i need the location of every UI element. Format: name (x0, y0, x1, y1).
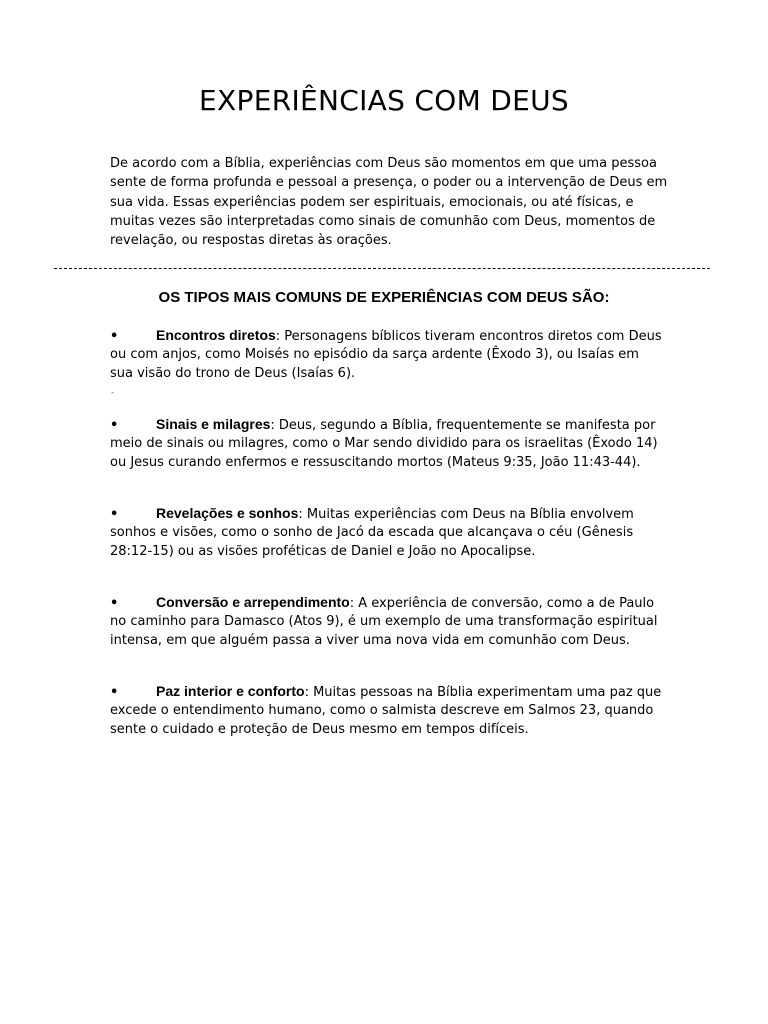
page-title: EXPERIÊNCIAS COM DEUS (199, 84, 569, 117)
item-text: : Deus, segundo a Bíblia, frequentemente se manifesta por meio de sinais ou milagres, como o Mar sendo dividido para os israelitas (Êxodo 14) ou Jesus curando enfermos e ressuscitando mortos (Mateus 9:35, João 11:43-44). (110, 418, 658, 470)
item-term: Revelações e sonhos (156, 505, 299, 521)
list-item-sinais-milagres (110, 415, 662, 472)
intro-paragraph: De acordo com a Bíblia, experiências com Deus são momentos em que uma pessoa sente de forma profunda e pessoal a presença, o poder ou a intervenção de Deus em sua vida. Essas experiências podem ser espirituais, emocionais, ou até físicas, e muitas vezes são interpretadas como sinais de comunhão com Deus, momentos de revelação, ou respostas diretas às orações. (110, 156, 668, 249)
dashed-divider (54, 268, 710, 269)
bullet-icon: • (110, 418, 119, 433)
bullet-icon: • (110, 685, 119, 700)
section-heading: OS TIPOS MAIS COMUNS DE EXPERIÊNCIAS COM DEUS SÃO: (158, 289, 610, 306)
list-item-conversao-arrependimento (110, 593, 662, 650)
item-term: Conversão e arrependimento (156, 594, 350, 610)
item-text: : A experiência de conversão, como a de Paulo no caminho para Damasco (Atos 9), é um exemplo de uma transformação espiritual intensa, em que alguém passa a viver uma nova vida em comunhão com Deus. (110, 596, 658, 648)
item-term: Sinais e milagres (156, 416, 271, 432)
item-text: : Personagens bíblicos tiveram encontros diretos com Deus ou com anjos, como Moisés no episódio da sarça ardente (Êxodo 3), ou Isaías em sua visão do trono de Deus (Isaías 6). (110, 329, 662, 381)
list-item-revelacoes-sonhos (110, 504, 662, 561)
item-text: : Muitas experiências com Deus na Bíblia envolvem sonhos e visões, como o sonho de Jacó da escada que alcançava o céu (Gênesis 28:12-15) ou as visões proféticas de Daniel e João no Apocalipse. (110, 507, 634, 559)
bullet-icon: • (110, 329, 119, 344)
item-term: Paz interior e conforto (156, 683, 305, 699)
list-item-paz-interior (110, 682, 662, 739)
list-item-encontros-diretos (110, 326, 662, 383)
item-text: : Muitas pessoas na Bíblia experimentam uma paz que excede o entendimento humano, como o salmista descreve em Salmos 23, quando sente o cuidado e proteção de Deus mesmo em tempos difíceis. (110, 685, 662, 737)
item-term: Encontros diretos (156, 327, 276, 343)
bullet-icon: • (110, 507, 119, 522)
bullet-icon: • (110, 596, 119, 611)
stray-mark: - (111, 388, 115, 398)
